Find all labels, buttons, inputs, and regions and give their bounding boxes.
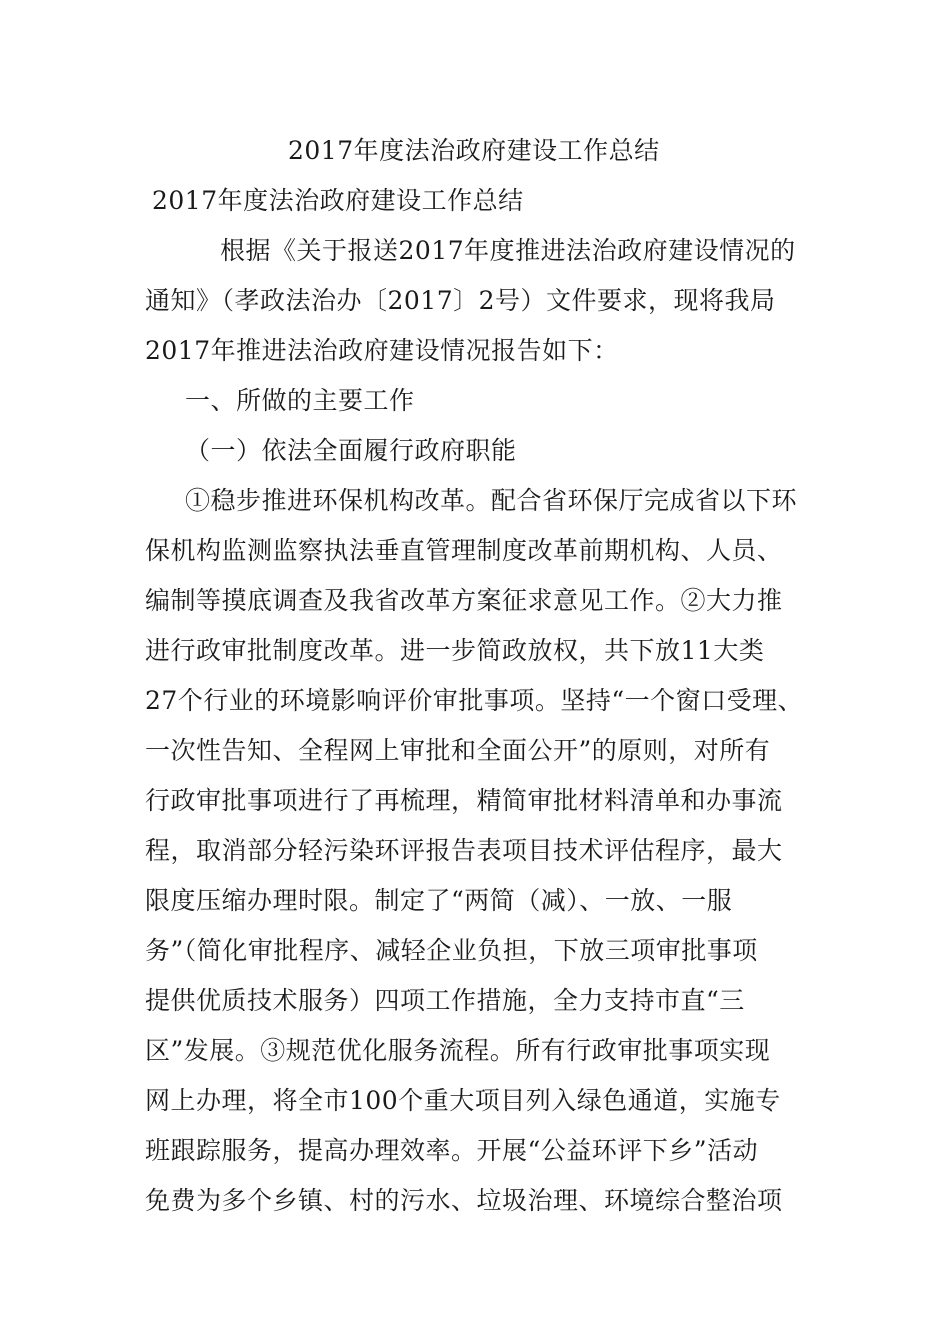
paragraph-line: 保机构监测监察执法垂直管理制度改革前期机构、人员、	[145, 536, 783, 565]
paragraph-line: 一次性告知、全程网上审批和全面公开”的原则，对所有	[145, 736, 771, 765]
document-title: 2017年度法治政府建设工作总结	[288, 136, 660, 165]
paragraph-line: 班跟踪服务，提高办理效率。开展“公益环评下乡”活动	[145, 1136, 759, 1165]
paragraph-line: 进行政审批制度改革。进一步简政放权，共下放11大类	[145, 636, 765, 665]
paragraph-line: 限度压缩办理时限。制定了“两简（减）、一放、一服	[145, 886, 733, 915]
document-subtitle: 2017年度法治政府建设工作总结	[152, 186, 524, 215]
paragraph-line: 免费为多个乡镇、村的污水、垃圾治理、环境综合整治项	[145, 1186, 783, 1215]
paragraph-line: 2017年推进法治政府建设情况报告如下：	[145, 336, 619, 365]
paragraph-line: 提供优质技术服务）四项工作措施，全力支持市直“三	[145, 986, 745, 1015]
paragraph-line: 行政审批事项进行了再梳理，精简审批材料清单和办事流	[145, 786, 783, 815]
paragraph-line: 网上办理，将全市100个重大项目列入绿色通道，实施专	[145, 1086, 781, 1115]
paragraph-line: 通知》（孝政法治办〔2017〕2号）文件要求，现将我局	[145, 286, 776, 315]
paragraph-line: 27个行业的环境影响评价审批事项。坚持“一个窗口受理、	[145, 686, 804, 715]
paragraph-line: 根据《关于报送2017年度推进法治政府建设情况的	[220, 236, 796, 265]
section-heading: 一、所做的主要工作	[185, 386, 415, 415]
paragraph-line: 务”（简化审批程序、减轻企业负担，下放三项审批事项	[145, 936, 758, 965]
paragraph-line: 程，取消部分轻污染环评报告表项目技术评估程序，最大	[145, 836, 783, 865]
paragraph-line: ①稳步推进环保机构改革。配合省环保厅完成省以下环	[185, 486, 798, 515]
paragraph-line: 编制等摸底调查及我省改革方案征求意见工作。②大力推	[145, 586, 783, 615]
subsection-heading: （一）依法全面履行政府职能	[185, 436, 517, 465]
paragraph-line: 区”发展。③规范优化服务流程。所有行政审批事项实现	[145, 1036, 771, 1065]
